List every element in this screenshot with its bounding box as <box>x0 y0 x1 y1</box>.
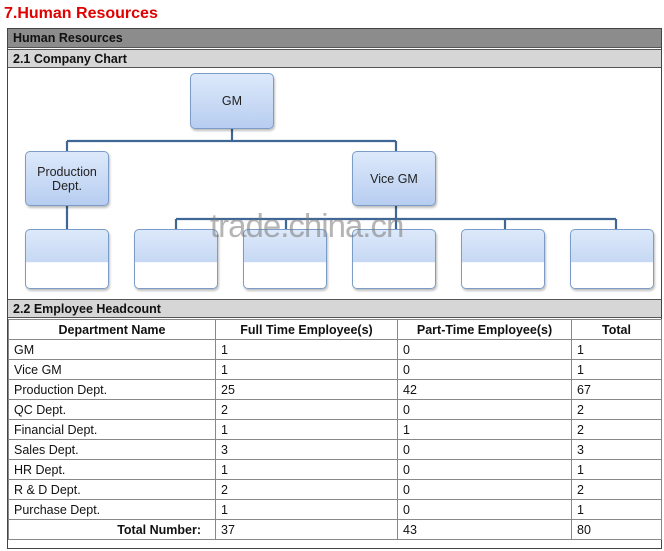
cell-full-time: 3 <box>216 440 398 460</box>
employee-headcount-table <box>8 319 662 540</box>
cell-part-time: 42 <box>398 380 572 400</box>
cell-department: GM <box>9 340 216 360</box>
table-row <box>9 340 662 360</box>
cell-total: 2 <box>572 400 662 420</box>
cell-department: HR Dept. <box>9 460 216 480</box>
cell-department: Vice GM <box>9 360 216 380</box>
table-row <box>9 380 662 400</box>
cell-total: 2 <box>572 420 662 440</box>
cell-department: Production Dept. <box>9 380 216 400</box>
document-title: 7.Human Resources <box>4 5 158 22</box>
section-header-human-resources: Human Resources <box>8 29 661 48</box>
total-overall: 80 <box>572 520 662 540</box>
org-node-gm <box>190 73 274 129</box>
org-node-blank <box>570 229 654 289</box>
cell-part-time: 0 <box>398 400 572 420</box>
cell-department: Financial Dept. <box>9 420 216 440</box>
total-label: Total Number: <box>9 520 216 540</box>
total-full-time: 37 <box>216 520 398 540</box>
table-row <box>9 420 662 440</box>
cell-part-time: 0 <box>398 480 572 500</box>
cell-full-time: 1 <box>216 460 398 480</box>
column-header-full-time: Full Time Employee(s) <box>216 320 398 340</box>
section-header-company-chart: 2.1 Company Chart <box>8 49 661 68</box>
section-header-employee-headcount: 2.2 Employee Headcount <box>8 299 661 318</box>
cell-total: 1 <box>572 340 662 360</box>
column-header-total: Total <box>572 320 662 340</box>
cell-part-time: 0 <box>398 500 572 520</box>
org-node-vice-gm-label: Vice GM <box>370 171 418 186</box>
company-org-chart <box>8 69 661 297</box>
cell-full-time: 1 <box>216 360 398 380</box>
org-node-blank <box>25 229 109 289</box>
hr-section-frame <box>7 28 662 549</box>
cell-total: 2 <box>572 480 662 500</box>
cell-part-time: 1 <box>398 420 572 440</box>
cell-full-time: 1 <box>216 420 398 440</box>
cell-part-time: 0 <box>398 440 572 460</box>
cell-total: 1 <box>572 500 662 520</box>
table-row <box>9 400 662 420</box>
table-row <box>9 480 662 500</box>
org-node-vice-gm <box>352 151 436 206</box>
org-node-gm-label: GM <box>221 94 243 108</box>
total-part-time: 43 <box>398 520 572 540</box>
table-header-row <box>9 320 662 340</box>
column-header-part-time: Part-Time Employee(s) <box>398 320 572 340</box>
cell-full-time: 1 <box>216 500 398 520</box>
cell-department: Purchase Dept. <box>9 500 216 520</box>
table-row <box>9 500 662 520</box>
cell-department: Sales Dept. <box>9 440 216 460</box>
column-header-department: Department Name <box>9 320 216 340</box>
org-node-production-label: Production Dept. <box>37 164 97 193</box>
org-node-blank <box>134 229 218 289</box>
cell-total: 67 <box>572 380 662 400</box>
table-total-row <box>9 520 662 540</box>
cell-total: 1 <box>572 460 662 480</box>
cell-department: QC Dept. <box>9 400 216 420</box>
cell-total: 3 <box>572 440 662 460</box>
cell-part-time: 0 <box>398 360 572 380</box>
cell-full-time: 25 <box>216 380 398 400</box>
watermark-text: trade.china.cn <box>210 207 404 244</box>
table-row <box>9 360 662 380</box>
cell-full-time: 2 <box>216 400 398 420</box>
cell-full-time: 2 <box>216 480 398 500</box>
cell-part-time: 0 <box>398 340 572 360</box>
cell-department: R & D Dept. <box>9 480 216 500</box>
cell-total: 1 <box>572 360 662 380</box>
org-node-production-dept <box>25 151 109 206</box>
cell-part-time: 0 <box>398 460 572 480</box>
table-row <box>9 460 662 480</box>
table-row <box>9 440 662 460</box>
org-node-blank <box>461 229 545 289</box>
cell-full-time: 1 <box>216 340 398 360</box>
